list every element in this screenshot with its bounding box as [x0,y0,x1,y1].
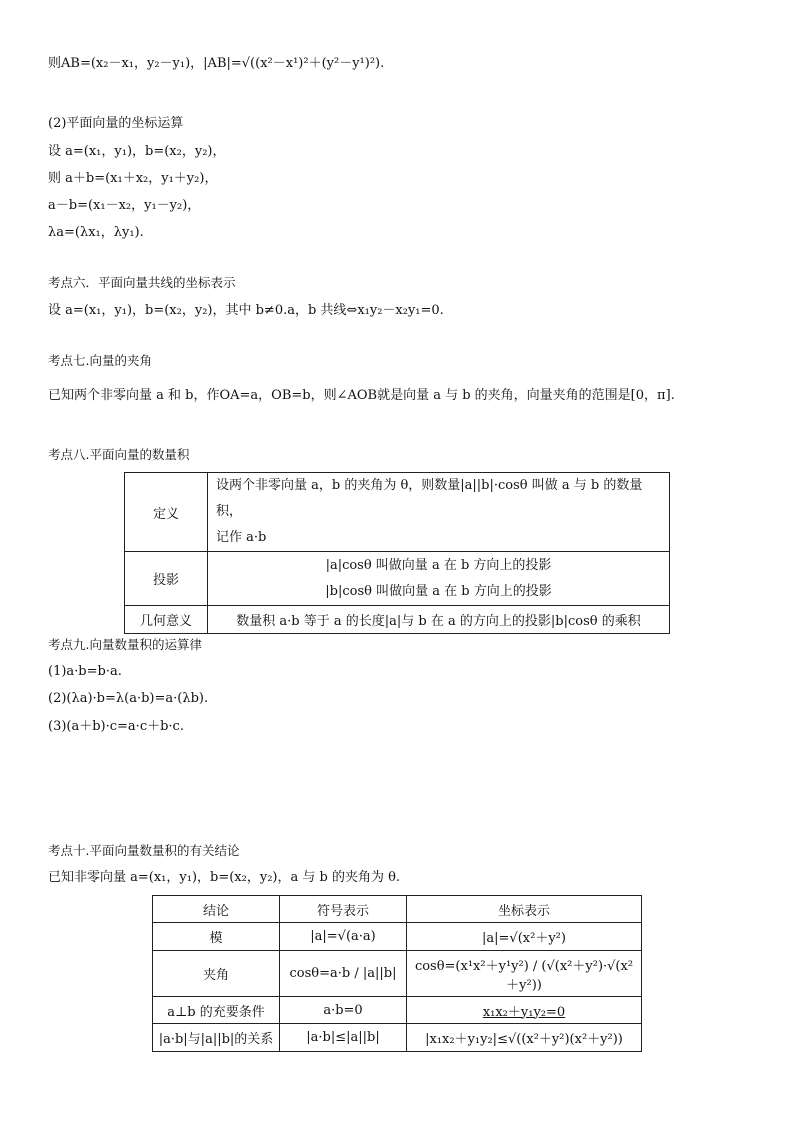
cell-perpendicular-coordinate: x₁x₂＋y₁y₂=0 [407,997,642,1024]
cell-angle: 夹角 [153,951,280,997]
header-coordinate: 坐标表示 [407,896,642,923]
vector-ab-formula: 则AB=(x₂－x₁，y₂－y₁)，|AB|=√((x²－x¹)²＋(y²－y¹)²). [48,56,385,71]
scalar-law-line: (2)(λa)·b=λ(a·b)=a·(λb). [48,691,209,706]
table-row [153,951,642,997]
table-row [125,473,670,552]
header-symbol: 符号表示 [280,896,407,923]
distributive-law-line: (3)(a＋b)·c=a·c＋b·c. [48,719,184,734]
geometric-meaning-text: 数量积 a·b 等于 a 的长度|a|与 b 在 a 的方向上的投影|b|cosθ 的乘积 [208,606,670,634]
section-eight-heading: 考点八.平面向量的数量积 [48,447,190,462]
definition-text-1: 设两个非零向量 a，b 的夹角为 θ，则数量|a||b|·cosθ 叫做 a 与 b 的数量积， [216,478,643,519]
projection-cell [208,552,670,606]
cell-angle-coordinate: cosθ=(x¹x²＋y¹y²) / (√(x²＋y²)·√(x²＋y²)) [407,951,642,997]
vector-difference-line: a－b=(x₁－x₂，y₁－y₂)， [48,198,201,213]
dot-product-table [124,472,670,634]
cell-inequality-coordinate: |x₁x₂＋y₁y₂|≤√((x²＋y²)(x²＋y²)) [407,1024,642,1052]
angle-definition-line: 已知两个非零向量 a 和 b，作OA=a，OB=b，则∠AOB就是向量 a 与 b 的夹角，向量夹角的范围是[0，π]. [48,388,675,403]
vectors-definition-line: 设 a=(x₁，y₁)，b=(x₂，y₂)， [48,144,226,159]
scalar-multiple-line: λa=(λx₁，λy₁). [48,225,144,240]
commutative-law-line: (1)a·b=b·a. [48,664,122,679]
table-row [153,923,642,951]
table-row [125,606,670,634]
definition-label: 定义 [125,473,208,552]
definition-cell [208,473,670,552]
cell-inequality: |a·b|与|a||b|的关系 [153,1024,280,1052]
table-row [125,552,670,606]
projection-label: 投影 [125,552,208,606]
vector-sum-line: 则 a＋b=(x₁＋x₂，y₁＋y₂)， [48,171,218,186]
section-nine-heading: 考点九.向量数量积的运算律 [48,637,202,652]
table-row [153,997,642,1024]
table-header-row [153,896,642,923]
dot-product-conclusions-table [152,895,642,1052]
projection-text-2: |b|cosθ 叫做向量 a 在 b 方向上的投影 [325,583,552,599]
definition-text-2: 记作 a·b [216,530,267,545]
coordinate-operations-heading: (2)平面向量的坐标运算 [48,116,184,131]
cell-modulus-coordinate: |a|=√(x²＋y²) [407,923,642,951]
header-conclusion: 结论 [153,896,280,923]
section-ten-heading: 考点十.平面向量数量积的有关结论 [48,843,240,858]
cell-inequality-symbol: |a·b|≤|a||b| [280,1024,407,1052]
cell-modulus-symbol: |a|=√(a·a) [280,923,407,951]
cell-perpendicular: a⊥b 的充要条件 [153,997,280,1024]
section-seven-heading: 考点七.向量的夹角 [48,353,152,368]
section-six-heading: 考点六．平面向量共线的坐标表示 [48,275,236,290]
cell-angle-symbol: cosθ=a·b / |a||b| [280,951,407,997]
cell-modulus: 模 [153,923,280,951]
table-row [153,1024,642,1052]
geometric-meaning-label: 几何意义 [125,606,208,634]
cell-perpendicular-symbol: a·b=0 [280,997,407,1024]
collinear-condition-line: 设 a=(x₁，y₁)，b=(x₂，y₂)，其中 b≠0.a，b 共线⇔x₁y₂－x₂y₁=0. [48,303,444,318]
projection-text-1: |a|cosθ 叫做向量 a 在 b 方向上的投影 [325,557,552,573]
nonzero-vectors-line: 已知非零向量 a=(x₁，y₁)，b=(x₂，y₂)，a 与 b 的夹角为 θ. [48,870,401,885]
